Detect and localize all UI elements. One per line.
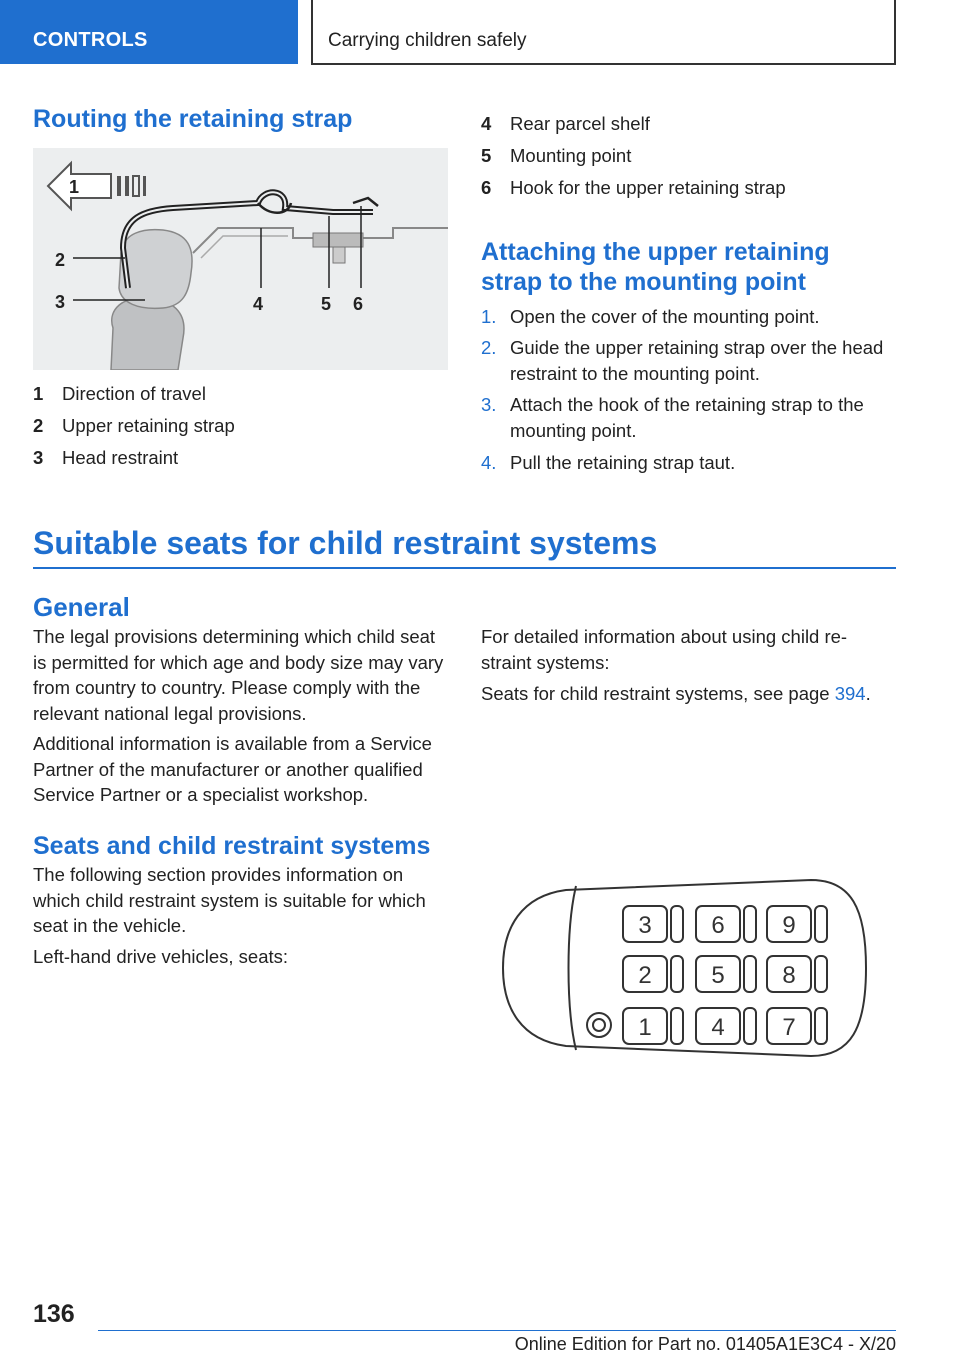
- section-title: CONTROLS: [33, 29, 148, 51]
- chapter-box: [311, 0, 896, 65]
- fig-label-5: 5: [321, 294, 332, 314]
- fig-label-6: 6: [353, 294, 364, 314]
- seat-number: 7: [782, 1014, 796, 1041]
- seat-number: 3: [638, 912, 652, 939]
- section-rule: [33, 567, 896, 569]
- seats-paragraph: Left-hand drive vehicles, seats:: [33, 946, 289, 967]
- page-number: 136: [33, 1300, 75, 1328]
- seat-number: 8: [782, 962, 796, 989]
- info-paragraph: Seats for child restraint systems, see page 394.: [481, 683, 871, 704]
- fig-label-4: 4: [253, 294, 264, 314]
- seats-heading: Seats and child restraint systems: [33, 832, 431, 860]
- attaching-heading: Attaching the upper retaining strap to the mounting point: [481, 238, 830, 296]
- seat-number: 5: [711, 962, 725, 989]
- fig-label-1: 1: [69, 177, 80, 197]
- general-paragraph: The legal provisions determining which child seat is permitted for which age and body size may vary from country to country. Please comply with the relevant national legal provisions.: [33, 626, 444, 724]
- strap-routing-figure: [33, 148, 448, 370]
- general-paragraph: Additional information is available from a Service Partner of the manufacturer or another qualified Service Partner or a specialist workshop.: [33, 733, 432, 805]
- section-heading: Suitable seats for child restraint systems: [33, 525, 658, 561]
- routing-heading: Routing the retaining strap: [33, 105, 353, 133]
- seat-number: 9: [782, 912, 796, 939]
- seats-paragraph: The following section provides information on which child restraint system is suitable for which seat in the vehicle.: [33, 864, 426, 936]
- seat-layout-figure: [481, 868, 896, 1068]
- edition-note: Online Edition for Part no. 01405A1E3C4 - X/20: [514, 1334, 896, 1354]
- section-tab: [0, 0, 298, 64]
- fig-label-2: 2: [55, 250, 66, 270]
- page-link[interactable]: 394: [834, 683, 866, 704]
- info-paragraph: For detailed information about using child re‐straint systems:: [481, 626, 848, 673]
- general-heading: General: [33, 592, 130, 622]
- chapter-title: Carrying children safely: [328, 30, 527, 51]
- seat-number: 4: [711, 1014, 725, 1041]
- seat-number: 2: [638, 962, 652, 989]
- seat-number: 1: [638, 1014, 652, 1041]
- seat-number: 6: [711, 912, 725, 939]
- fig-label-3: 3: [55, 292, 66, 312]
- footer-rule: [98, 1330, 896, 1331]
